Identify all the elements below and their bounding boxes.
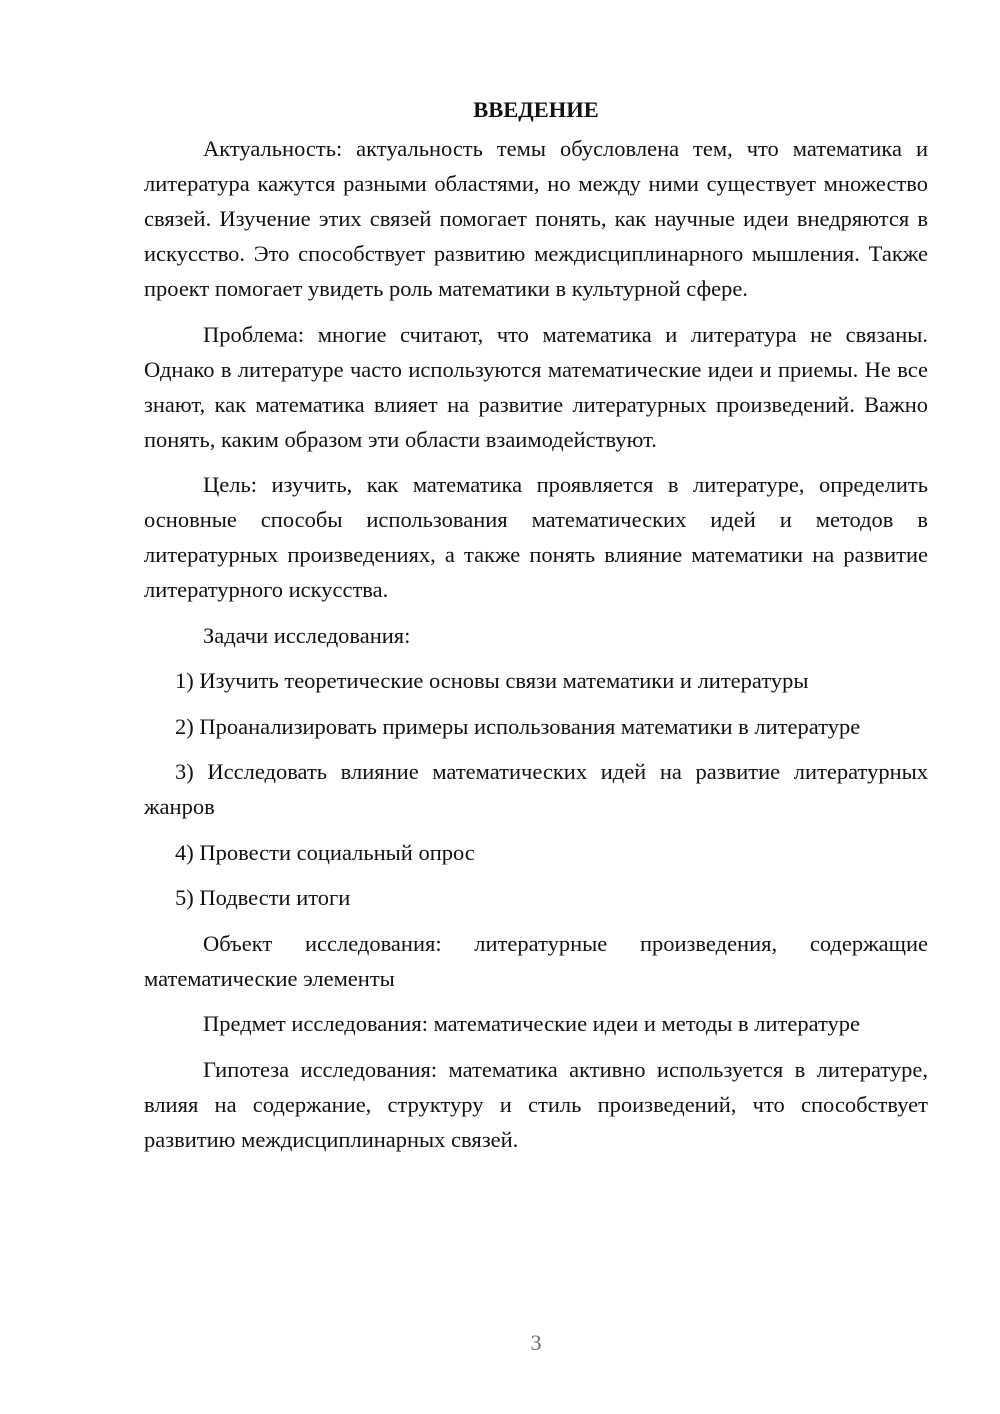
goal-paragraph: Цель: изучить, как математика проявляется в литературе, определить основные способы использования математических идей и методов в литературных произведениях, а также понять влияние математики на развитие литературного искусства. (144, 472, 928, 602)
task-item-1: 1) Изучить теоретические основы связи математики и литературы (175, 668, 809, 693)
task-item-4: 4) Провести социальный опрос (175, 839, 475, 865)
subject-paragraph: Предмет исследования: математические идеи и методы в литературе (203, 1011, 861, 1036)
task-item-5: 5) Подвести итоги (175, 885, 351, 910)
page-content (144, 92, 928, 1167)
problem-paragraph: Проблема: многие считают, что математика и литература не связаны. Однако в литературе часто используются математические идеи и приемы. Не все знают, как математика влияет на развитие литературных произведений. Важно понять, каким образом эти области взаимодействуют. (144, 321, 928, 452)
tasks-heading: Задачи исследования: (203, 622, 411, 648)
relevance-paragraph: Актуальность: актуальность темы обусловлена тем, что математика и литература кажутся разными областями, но между ними существует множество связей. Изучение этих связей помогает понять, как научные идеи внедряются в искусство. Это способствует развитию междисциплинарного мышления. Также проект помогает увидеть роль математики в культурной сфере. (144, 136, 928, 301)
page-title: ВВЕДЕНИЕ (473, 97, 599, 122)
hypothesis-paragraph: Гипотеза исследования: математика активно используется в литературе, влияя на содержание, структуру и стиль произведений, что способствует развитию междисциплинарных связей. (144, 1056, 928, 1152)
task-item-3: 3) Исследовать влияние математических идей на развитие литературных жанров (144, 759, 928, 819)
object-paragraph: Объект исследования: литературные произведения, содержащие математические элементы (144, 930, 928, 991)
page-number: 3 (530, 1330, 542, 1355)
task-item-2: 2) Проанализировать примеры использования математики в литературе (175, 713, 861, 739)
